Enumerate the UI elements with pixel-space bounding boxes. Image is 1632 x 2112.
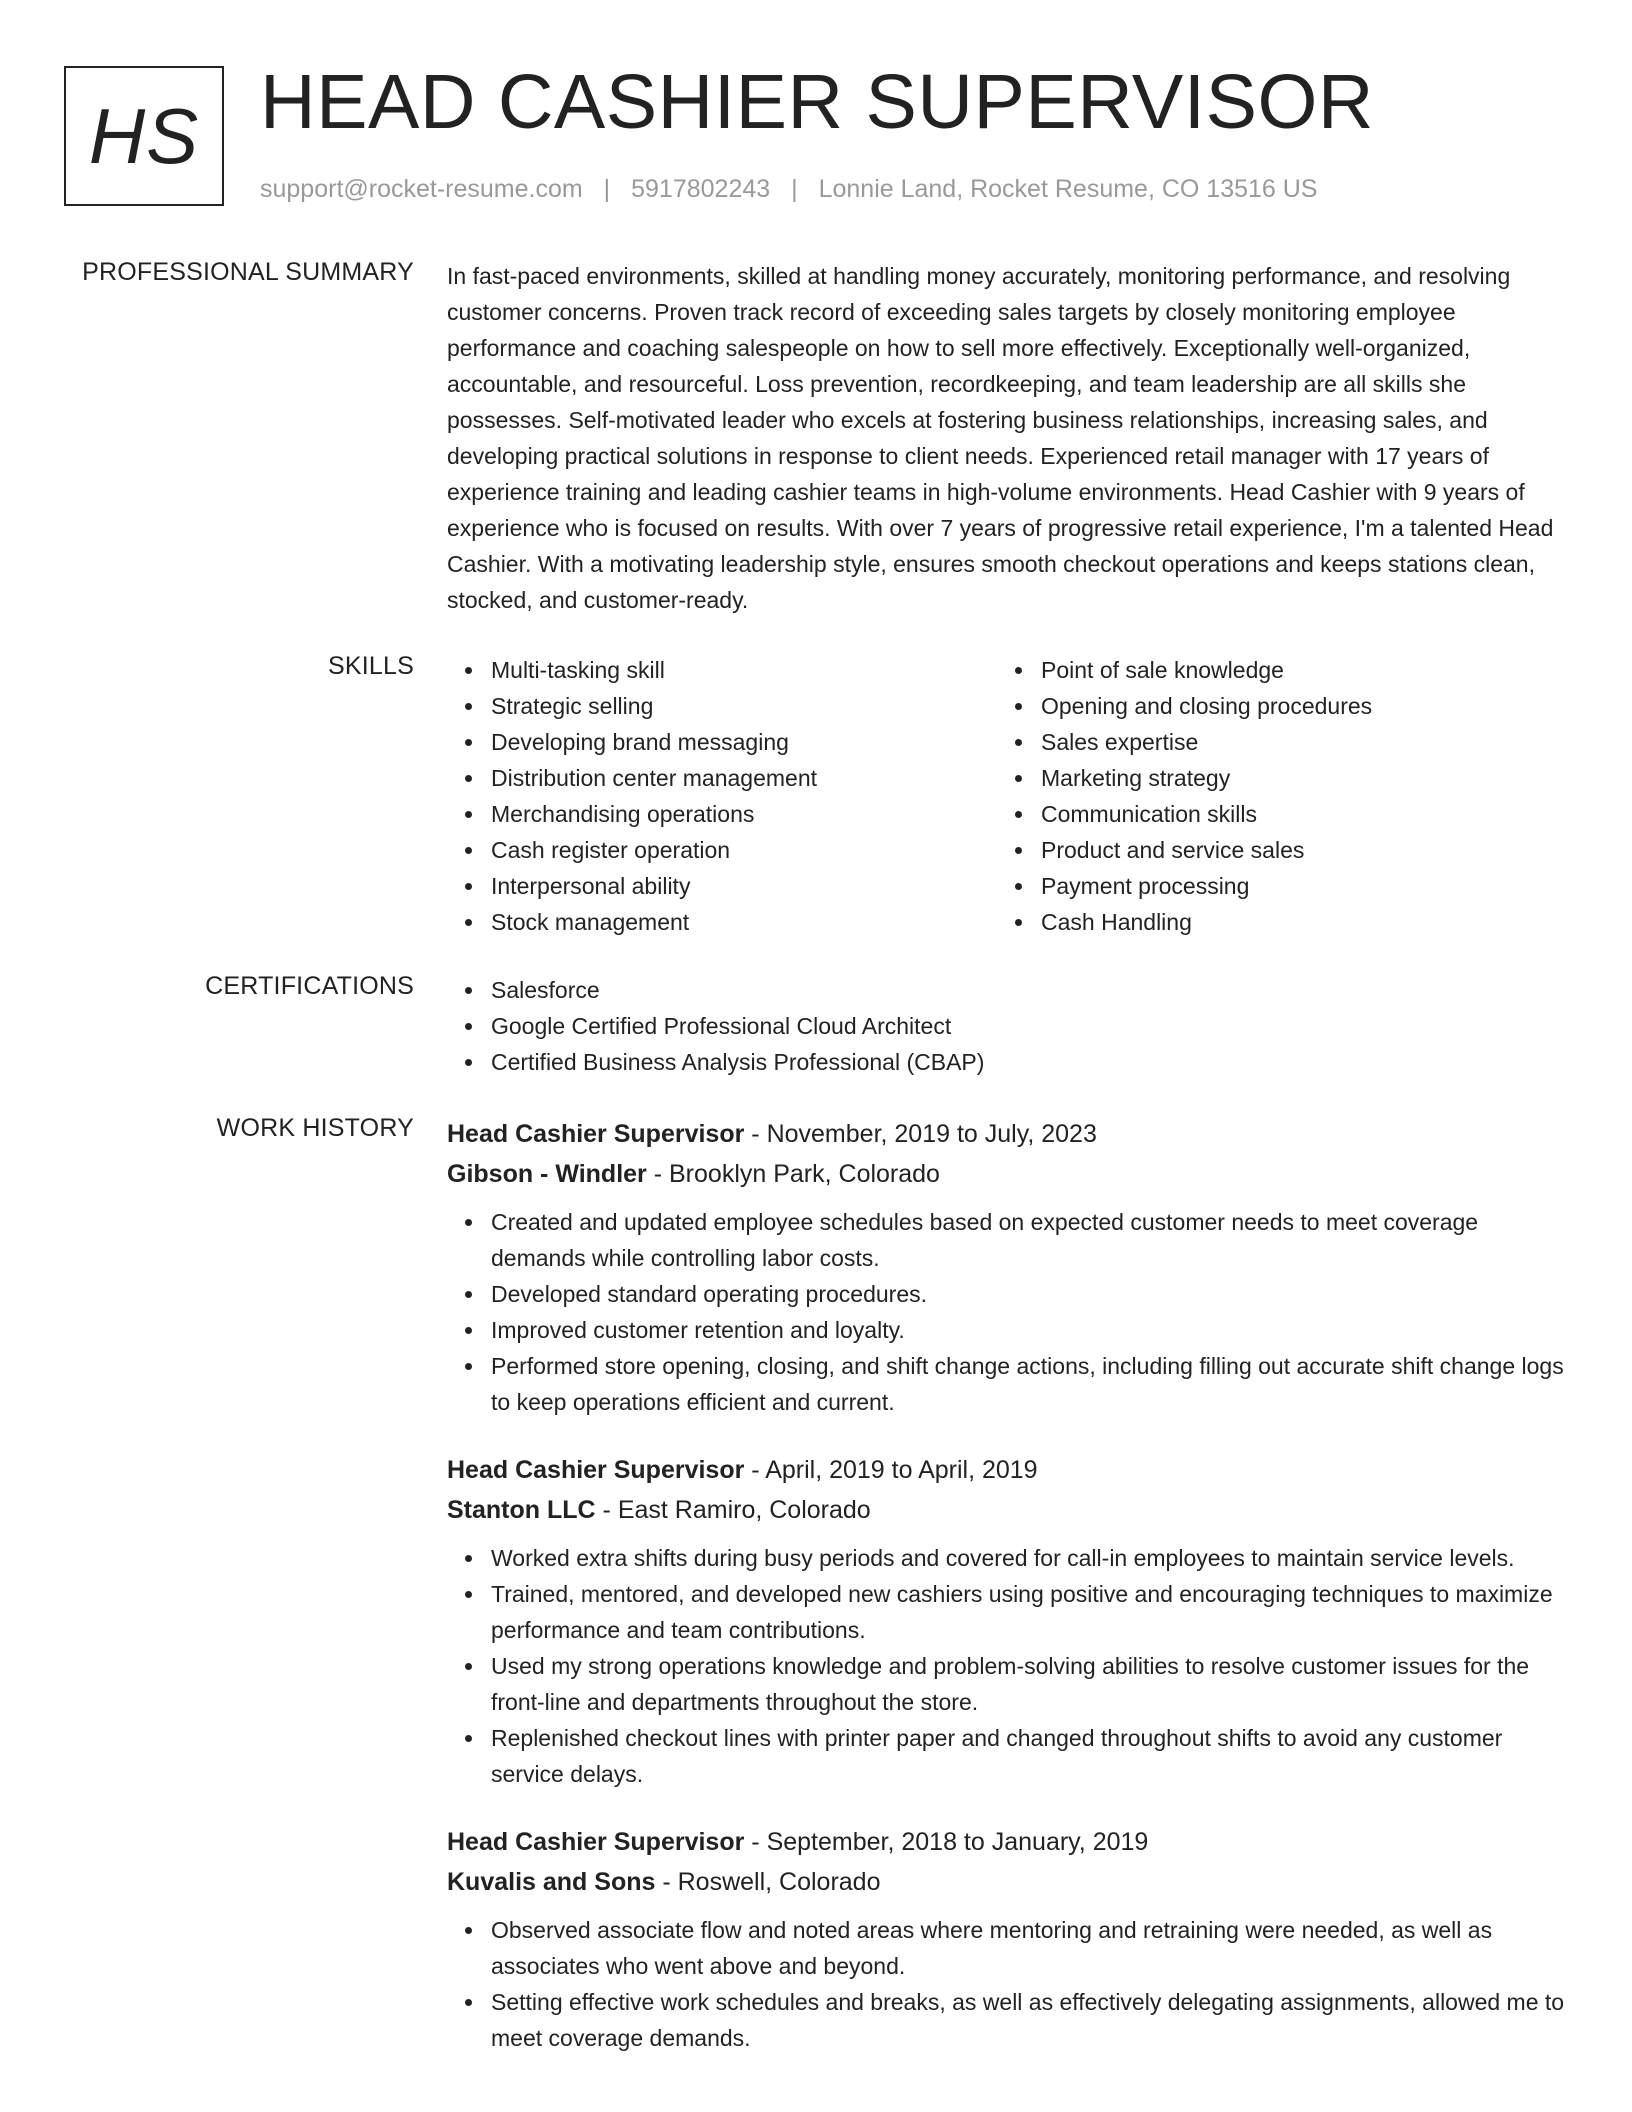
job-company-line (447, 1154, 1567, 1194)
skill-item: Stock management (491, 904, 997, 940)
job-bullet: Worked extra shifts during busy periods and covered for call-in employees to maintain service levels. (491, 1540, 1567, 1576)
skill-item: Opening and closing procedures (1041, 688, 1547, 724)
skills-column-left (447, 652, 997, 940)
job-bullet: Performed store opening, closing, and shift change actions, including filling out accurate shift change logs to keep operations efficient and current. (491, 1348, 1567, 1420)
job-company: Gibson - Windler (447, 1160, 647, 1188)
job-title: Head Cashier Supervisor (447, 1828, 745, 1856)
job-company: Stanton LLC (447, 1496, 596, 1524)
monogram-box (64, 66, 224, 206)
job-bullet: Used my strong operations knowledge and problem-solving abilities to resolve customer issues for the front-line and departments throughout the store. (491, 1648, 1567, 1720)
job-role-line (447, 1822, 1567, 1862)
skill-item: Developing brand messaging (491, 724, 997, 760)
summary-text: In fast-paced environments, skilled at handling money accurately, monitoring performance, and resolving customer concerns. Proven track record of exceeding sales targets by closely monitoring employee performance and coaching salespeople on how to sell more effectively. Exceptionally well-organized, accountable, and resourceful. Loss prevention, recordkeeping, and team leadership are all skills she possesses. Self-motivated leader who excels at fostering business relationships, increasing sales, and developing practical solutions in response to client needs. Experienced retail manager with 17 years of experience training and leading cashier teams in high-volume environments. Head Cashier with 9 years of experience who is focused on results. With over 7 years of progressive retail experience, I'm a talented Head Cashier. With a motivating leadership style, ensures smooth checkout operations and keeps stations clean, stocked, and customer-ready. (447, 263, 1554, 613)
section-label-work-history: WORK HISTORY (216, 1114, 414, 1142)
job-company-line (447, 1490, 1567, 1530)
skill-item: Merchandising operations (491, 796, 997, 832)
job-dates: - April, 2019 to April, 2019 (751, 1456, 1038, 1484)
job-location: - East Ramiro, Colorado (602, 1496, 871, 1524)
skill-item: Cash Handling (1041, 904, 1547, 940)
job-bullet: Developed standard operating procedures. (491, 1276, 1567, 1312)
job-bullet: Trained, mentored, and developed new cashiers using positive and encouraging techniques to maximize performance and team contributions. (491, 1576, 1567, 1648)
job-bullet: Created and updated employee schedules based on expected customer needs to meet coverage demands while controlling labor costs. (491, 1204, 1567, 1276)
skill-item: Sales expertise (1041, 724, 1547, 760)
contact-line (260, 175, 1317, 204)
job-entry (447, 1114, 1567, 1420)
certification-item: Certified Business Analysis Professional (CBAP) (491, 1044, 1567, 1080)
skill-item: Strategic selling (491, 688, 997, 724)
section-label-summary: PROFESSIONAL SUMMARY (82, 258, 414, 286)
contact-address: Lonnie Land, Rocket Resume, CO 13516 US (818, 175, 1318, 203)
certification-item: Salesforce (491, 972, 1567, 1008)
work-history (447, 1114, 1567, 2086)
skill-item: Point of sale knowledge (1041, 652, 1547, 688)
job-bullet: Observed associate flow and noted areas where mentoring and retraining were needed, as well as associates who went above and beyond. (491, 1912, 1567, 1984)
skills-column-right (997, 652, 1547, 940)
job-entry (447, 1822, 1567, 2056)
job-company: Kuvalis and Sons (447, 1868, 656, 1896)
job-location: - Roswell, Colorado (662, 1868, 881, 1896)
job-role-line (447, 1114, 1567, 1154)
skill-item: Product and service sales (1041, 832, 1547, 868)
job-bullet: Setting effective work schedules and breaks, as well as effectively delegating assignments, allowed me to meet coverage demands. (491, 1984, 1567, 2056)
page-title: HEAD CASHIER SUPERVISOR (260, 59, 1375, 145)
contact-email: support@rocket-resume.com (260, 175, 583, 203)
certification-item: Google Certified Professional Cloud Architect (491, 1008, 1567, 1044)
job-bullet: Replenished checkout lines with printer paper and changed throughout shifts to avoid any customer service delays. (491, 1720, 1567, 1792)
skill-item: Payment processing (1041, 868, 1547, 904)
skill-item: Marketing strategy (1041, 760, 1547, 796)
job-location: - Brooklyn Park, Colorado (653, 1160, 940, 1188)
skill-item: Communication skills (1041, 796, 1547, 832)
monogram-initials: HS (88, 91, 200, 180)
contact-separator: | (791, 175, 798, 203)
contact-phone: 5917802243 (631, 175, 771, 203)
section-label-certifications: CERTIFICATIONS (205, 972, 414, 1000)
job-company-line (447, 1862, 1567, 1902)
section-label-skills: SKILLS (328, 652, 414, 680)
certifications-list (447, 972, 1567, 1080)
skill-item: Interpersonal ability (491, 868, 997, 904)
job-role-line (447, 1450, 1567, 1490)
job-entry (447, 1450, 1567, 1792)
job-dates: - September, 2018 to January, 2019 (751, 1828, 1149, 1856)
skill-item: Multi-tasking skill (491, 652, 997, 688)
skill-item: Cash register operation (491, 832, 997, 868)
contact-separator: | (603, 175, 611, 203)
job-title: Head Cashier Supervisor (447, 1120, 745, 1148)
skills-list (447, 652, 1567, 940)
job-title: Head Cashier Supervisor (447, 1456, 745, 1484)
job-dates: - November, 2019 to July, 2023 (751, 1120, 1097, 1148)
skill-item: Distribution center management (491, 760, 997, 796)
job-bullet: Improved customer retention and loyalty. (491, 1312, 1567, 1348)
